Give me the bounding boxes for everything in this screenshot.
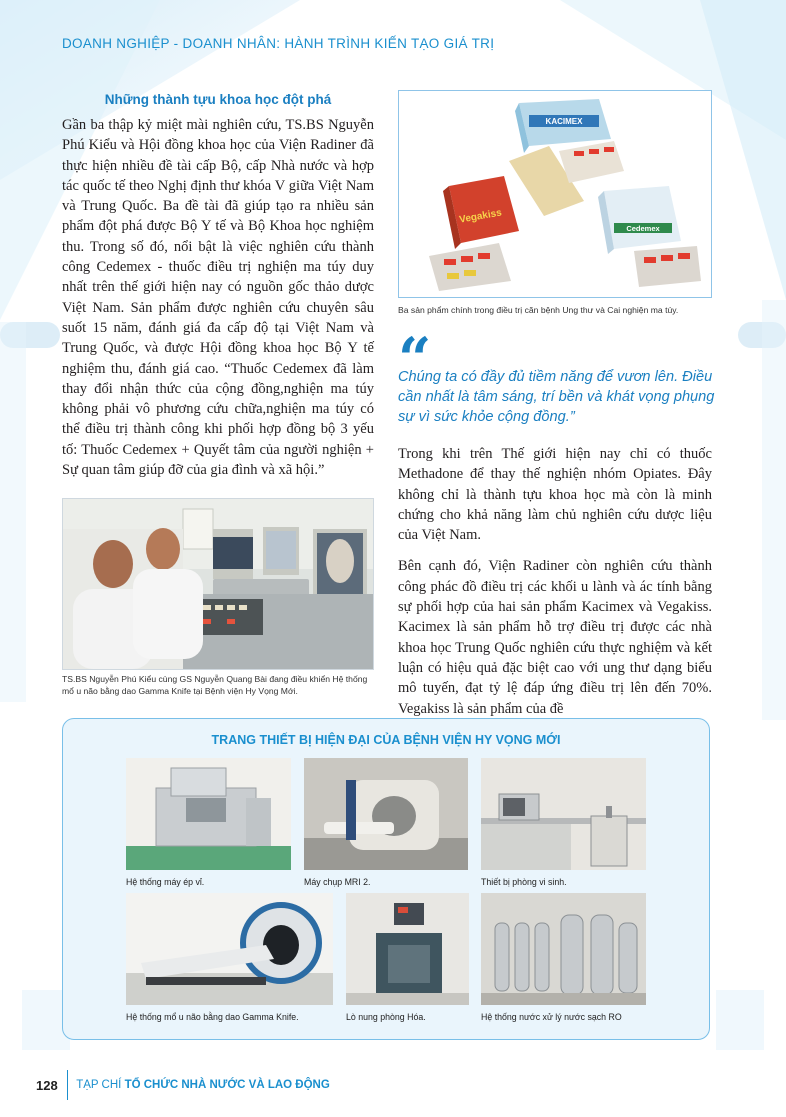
right-column (398, 444, 712, 730)
blister-machine-illustration (126, 758, 291, 870)
vegakiss-label: Vegakiss (458, 207, 503, 226)
cedemex-label: Cedemex (626, 224, 660, 233)
gamma-knife-photo (126, 893, 333, 1005)
ro-water-photo (481, 893, 646, 1005)
equipment-title: TRANG THIẾT BỊ HIỆN ĐẠI CỦA BỆNH VIỆN HY VỌNG MỚI (211, 733, 561, 747)
footer-divider (67, 1070, 69, 1100)
section-title: Những thành tựu khoa học đột phá (104, 92, 332, 107)
left-column (62, 92, 374, 480)
blister-machine-caption: Hệ thống máy ép vỉ. (126, 877, 205, 887)
products-caption: Ba sản phẩm chính trong điều trị căn bệnh Ung thư và Cai nghiện ma túy. (398, 305, 679, 315)
microbio-lab-caption: Thiết bị phòng vi sinh. (481, 877, 567, 887)
control-room-caption: TS.BS Nguyễn Phú Kiểu cùng GS Nguyễn Quang Bài đang điều khiển Hệ thống mổ u não bằng dao Gamma Knife tại Bệnh viện Hy Vọng Mới. (62, 674, 368, 696)
ro-water-illustration (481, 893, 646, 1005)
microbio-lab-illustration (481, 758, 646, 870)
magazine-title (76, 1079, 330, 1091)
page-number: 128 (36, 1077, 58, 1093)
furnace-caption: Lò nung phòng Hóa. (346, 1012, 426, 1022)
mri-illustration (304, 758, 468, 870)
products-photo (398, 90, 712, 298)
blister-machine-photo (126, 758, 291, 870)
furnace-illustration (346, 893, 469, 1005)
section-kicker: DOANH NGHIỆP - DOANH NHÂN: HÀNH TRÌNH KIẾN TẠO GIÁ TRỊ (62, 36, 495, 51)
gamma-knife-illustration (126, 893, 333, 1005)
kacimex-label: KACIMEX (545, 117, 583, 126)
gamma-knife-caption: Hệ thống mổ u não bằng dao Gamma Knife. (126, 1012, 299, 1022)
quote-mark-icon: “ (398, 325, 432, 393)
page-footer (36, 1070, 330, 1100)
body-paragraph: Trong khi trên Thế giới hiện nay chỉ có thuốc Methadone để thay thế nghiện nhóm Opiates. Đây không chỉ là thành tựu khoa học mà còn là minh chứng cho khả năng làm chủ nghiên cứu dược liệu của Việt Nam. (398, 446, 712, 544)
body-paragraph: Gần ba thập kỷ miệt mài nghiên cứu, TS.BS Nguyễn Phú Kiểu và Hội đồng khoa học của Viện Radiner đã thực hiện nhiều đề tài cấp Bộ, cấp Nhà nước và hợp tác quốc tế theo Nghị định thư khóa V giữa Việt Nam và Trung Quốc. Ba đề tài đã giúp tạo ra nhiều sản phẩm đột phá được Bộ Y tế và Bộ Khoa học nghiệm thu. Trong số đó, nổi bật là việc nghiên cứu thành công Cedemex - thuốc điều trị nghiện ma túy duy nhất trên thế giới hiện nay có nguồn gốc thảo dược Việt Nam. Sản phẩm được nghiên cứu chuyên sâu suốt 15 năm, đánh giá đa cấp độ tại Việt Nam và Trung Quốc, và được Hội đồng khoa học Bộ Y tế nghiệm thu, đánh giá cao. “Thuốc Cedemex đã làm thay đổi nhận thức của cộng đồng,nghiện ma túy không phải vô phương cứu chữa,nghiện ma túy có thể điều trị thành công khi phối hợp đồng bộ 3 yếu tố: Thuốc Cedemex + Quyết tâm của người nghiện + Sự quan tâm giúp đỡ của gia đình và xã hội.” (62, 117, 374, 479)
magazine-prefix: TẠP CHÍ (76, 1079, 125, 1091)
pull-quote: Chúng ta có đầy đủ tiềm năng để vươn lên. Điều cần nhất là tâm sáng, trí bền và khát vọng phụng sự vì sức khỏe cộng đồng.” (398, 369, 715, 425)
body-paragraph: Bên cạnh đó, Viện Radiner còn nghiên cứu thành công phác đồ điều trị các khối u lành và ác tính bằng sự phối hợp của hai sản phẩm Kacimex và Vegakiss. Kacimex là sản phẩm hỗ trợ điều trị được các nhà khoa học Trung Quốc nghiên cứu thực nghiệm và kết luận có hiệu quả đặc biệt cao với ung thư dạng biểu mô tuyến, đạt tỷ lệ đáp ứng điều trị lên đến 70%. Vegakiss là sản phẩm của đề (398, 558, 712, 717)
products-illustration (399, 91, 711, 297)
control-room-photo (62, 498, 374, 670)
control-room-illustration (63, 499, 373, 669)
magazine-name: TỔ CHỨC NHÀ NƯỚC VÀ LAO ĐỘNG (124, 1079, 330, 1091)
microbio-lab-photo (481, 758, 646, 870)
ro-water-caption: Hệ thống nước xử lý nước sạch RO (481, 1012, 622, 1022)
furnace-photo (346, 893, 469, 1005)
mri-caption: Máy chụp MRI 2. (304, 877, 371, 887)
mri-photo (304, 758, 468, 870)
